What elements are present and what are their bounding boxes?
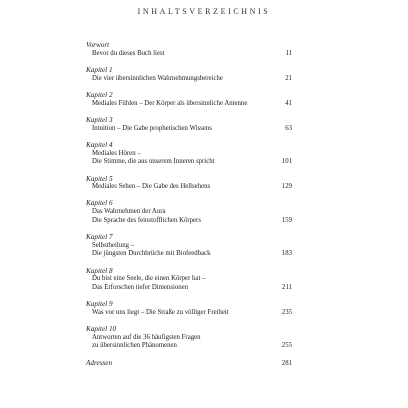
toc-entry-line (86, 359, 292, 369)
toc-page-number: 129 (281, 183, 292, 191)
toc-entry-adressen (86, 359, 292, 369)
page-heading: INHALTSVERZEICHNIS (137, 7, 271, 16)
toc-page-number: 41 (285, 99, 292, 107)
toc-entry-label: Vorwort (86, 41, 110, 49)
toc-entry-line (86, 150, 292, 159)
toc-entry-title: Die jüngsten Durchbrüche mit Biofeedback (92, 250, 211, 258)
toc-page-number: 211 (282, 283, 292, 291)
toc-entry-title: Das Wahrnehmen der Aura (92, 208, 166, 216)
toc-entry-title: Bevor du dieses Buch liest (92, 49, 165, 57)
toc-entry-kapitel-9 (86, 300, 292, 317)
toc-entry-label: Kapitel 7 (86, 233, 113, 242)
toc-entry-label: Adressen (86, 358, 113, 367)
toc-page-number: 183 (281, 250, 292, 258)
toc-entry-kapitel-8 (86, 267, 292, 293)
toc-entry-line (86, 250, 292, 259)
toc-entry-title: Selbstheilung – (92, 241, 135, 249)
toc-entry-title: Du bist eine Seele, die einen Körper hat – (92, 275, 206, 283)
toc-entry-title: Mediales Hören – (92, 149, 141, 157)
toc-entry-title: zu übersinnlichen Phänomenen (92, 342, 177, 350)
toc-entry-vorwort (86, 41, 292, 58)
toc-page-number: 63 (285, 124, 292, 132)
toc-entry-line (86, 100, 292, 109)
toc-page-number: 281 (281, 359, 292, 367)
toc-entry-line (86, 208, 292, 217)
toc-page-number: 11 (285, 49, 292, 57)
toc-entry-line (86, 158, 292, 167)
toc-page-number: 159 (281, 216, 292, 224)
toc-entry-title: Mediales Fühlen – Der Körper als übersinnliche Antenne (92, 99, 248, 107)
toc-entry-line (86, 242, 292, 251)
toc-entry-line (86, 275, 292, 284)
toc-entry-title: Das Erforschen tiefer Dimensionen (92, 283, 189, 291)
toc-entry-kapitel-7 (86, 233, 292, 259)
toc-entry-label: Kapitel 10 (86, 325, 117, 334)
toc-entry-label: Kapitel 6 (86, 199, 113, 208)
table-of-contents (86, 41, 292, 376)
toc-entry-kapitel-2 (86, 91, 292, 108)
toc-entry-label: Kapitel 3 (86, 116, 113, 125)
toc-page-number: 21 (285, 74, 292, 82)
toc-entry-kapitel-4 (86, 141, 292, 167)
toc-entry-kapitel-3 (86, 116, 292, 133)
toc-page-number: 101 (281, 158, 292, 166)
toc-entry-line (86, 125, 292, 134)
toc-entry-title: Die Sprache des feinstofflichen Körpers (92, 216, 201, 224)
toc-entry-label: Kapitel 1 (86, 66, 113, 75)
toc-entry-line (86, 183, 292, 192)
toc-entry-title: Was vor uns liegt – Die Straße zu völliger Freiheit (92, 308, 229, 316)
toc-entry-title: Mediales Sehen – Die Gabe des Hellsehens (92, 183, 211, 191)
toc-entry-label: Kapitel 4 (86, 140, 113, 149)
toc-entry-label: Kapitel 9 (86, 300, 113, 309)
toc-entry-line (86, 50, 292, 59)
toc-entry-line (86, 217, 292, 226)
toc-entry-label: Kapitel 2 (86, 91, 113, 100)
toc-entry-label: Kapitel 5 (86, 174, 113, 183)
toc-entry-kapitel-5 (86, 175, 292, 192)
toc-entry-line (86, 284, 292, 293)
toc-entry-line (86, 334, 292, 343)
toc-page-number: 235 (281, 308, 292, 316)
toc-entry-label: Kapitel 8 (86, 266, 113, 275)
toc-entry-kapitel-6 (86, 199, 292, 225)
toc-page-number: 255 (281, 342, 292, 350)
toc-entry-line (86, 309, 292, 318)
toc-entry-title: Antworten auf die 36 häufigsten Fragen (92, 333, 201, 341)
toc-entry-kapitel-10 (86, 325, 292, 351)
toc-entry-line (86, 75, 292, 84)
toc-entry-title: Die Stimme, die aus unserem Inneren spricht (92, 158, 215, 166)
toc-entry-title: Intuition – Die Gabe prophetischen Wissens (92, 124, 212, 132)
toc-entry-kapitel-1 (86, 66, 292, 83)
toc-entry-line (86, 342, 292, 351)
toc-entry-title: Die vier übersinnlichen Wahrnehmungsbereiche (92, 74, 223, 82)
